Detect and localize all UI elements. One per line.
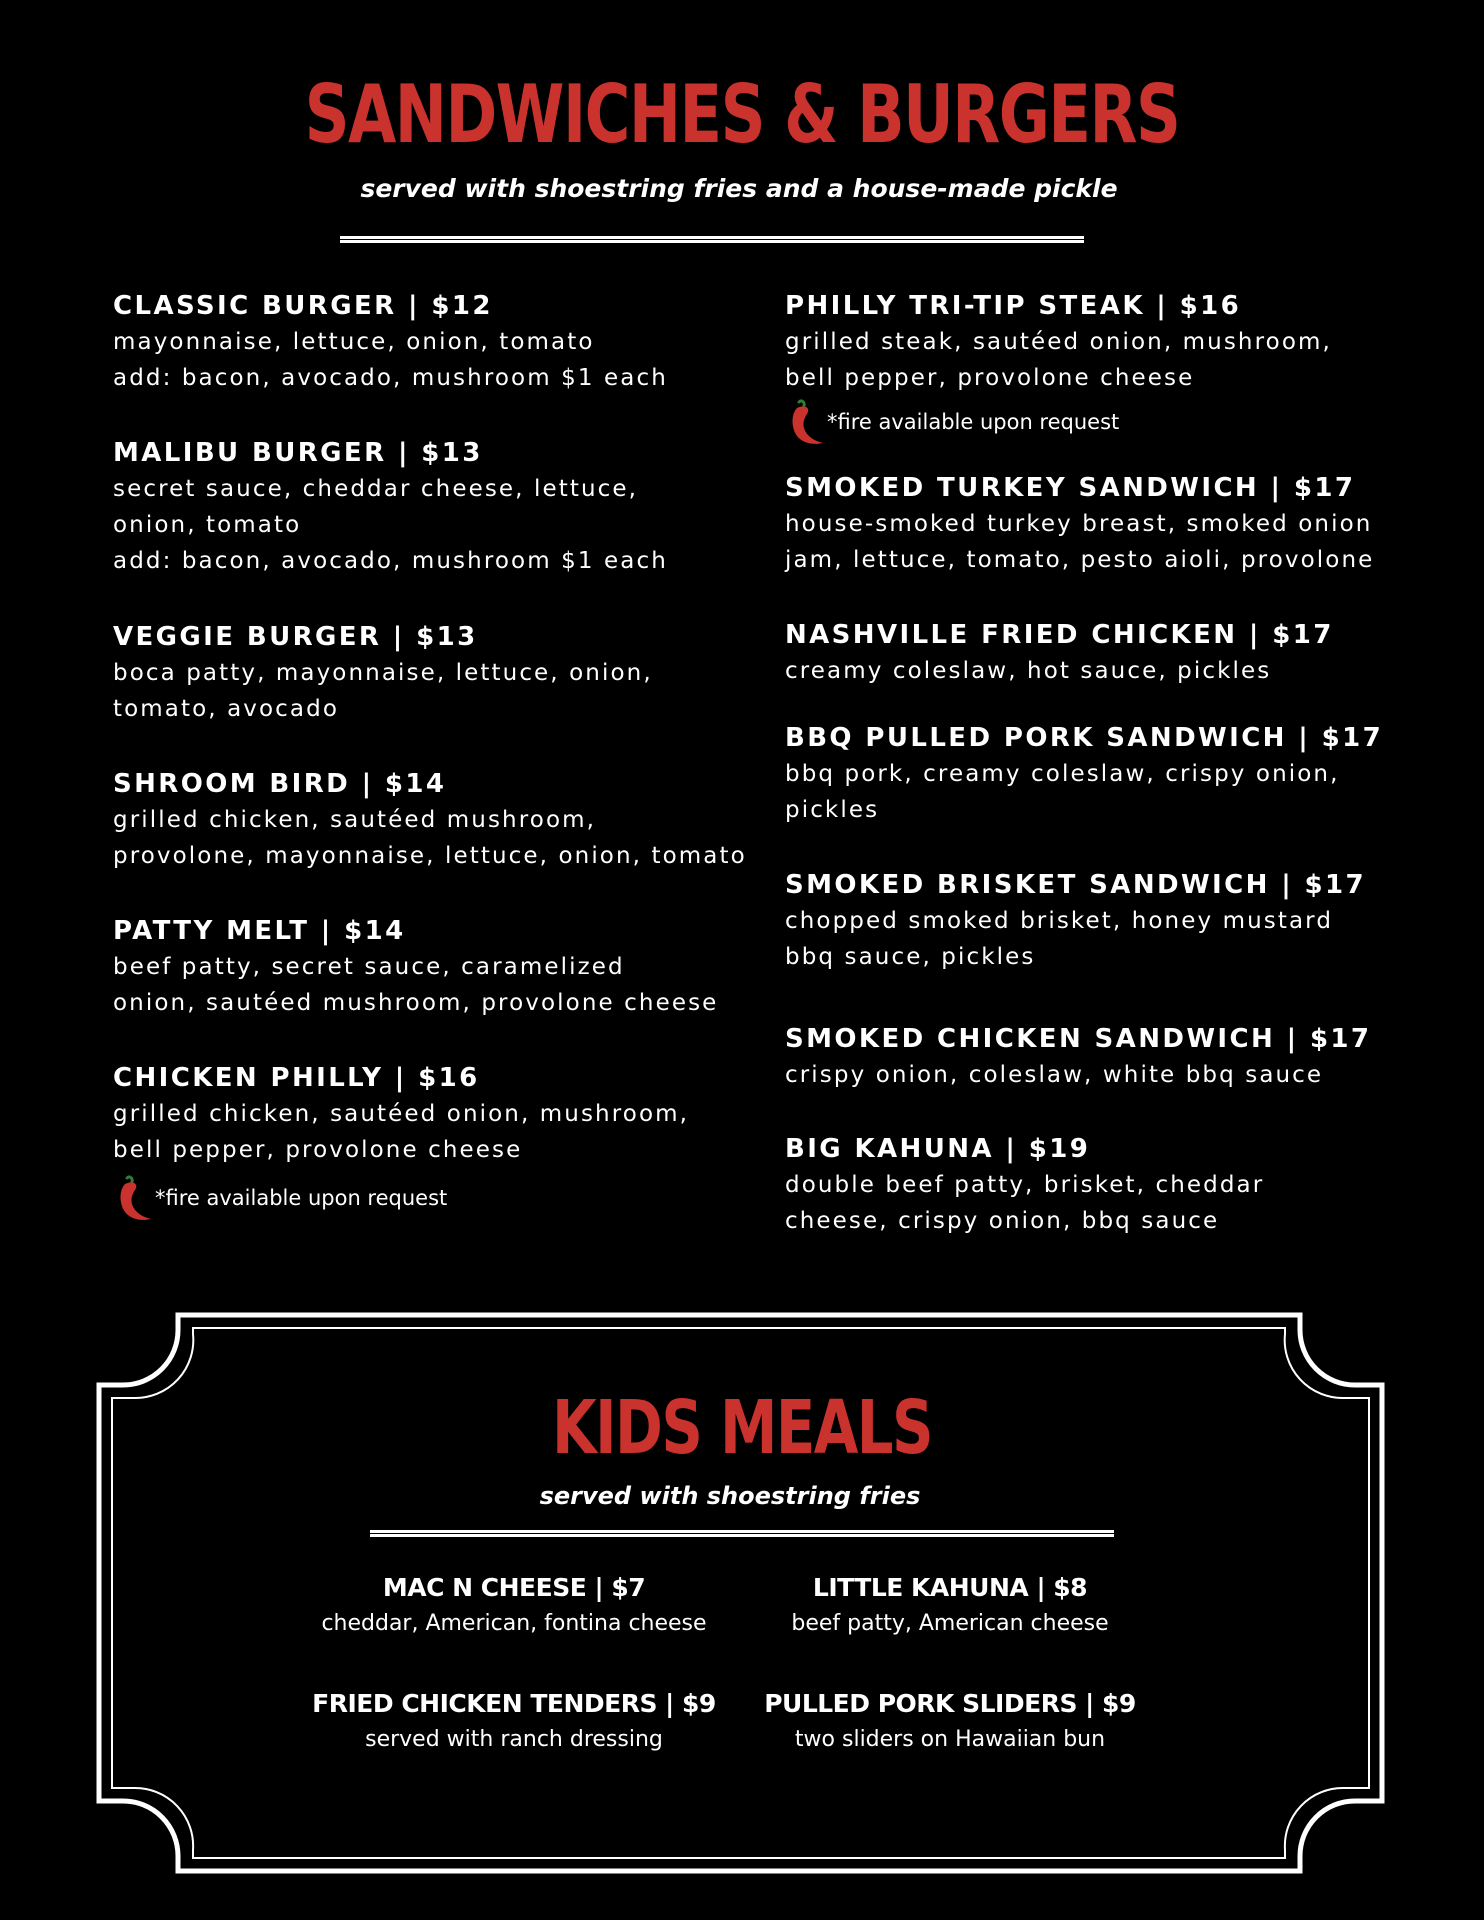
menu-item-malibu-burger bbox=[113, 435, 753, 579]
item-description: creamy coleslaw, hot sauce, pickles bbox=[785, 658, 1272, 684]
item-description: onion, sautéed mushroom, provolone cheese bbox=[113, 990, 719, 1016]
menu-item-smoked-chicken-sandwich bbox=[785, 1021, 1425, 1093]
fire-note bbox=[113, 1174, 753, 1222]
item-description: grilled chicken, sautéed onion, mushroom, bbox=[113, 1101, 690, 1127]
item-description: tomato, avocado bbox=[113, 696, 339, 722]
item-description: double beef patty, brisket, cheddar bbox=[785, 1172, 1265, 1198]
menu-item-bbq-pulled-pork-sandwich bbox=[785, 720, 1425, 828]
page-title: SANDWICHES & BURGERS bbox=[304, 68, 1180, 161]
item-name: NASHVILLE FRIED CHICKEN | $17 bbox=[785, 620, 1334, 650]
item-description: mayonnaise, lettuce, onion, tomato bbox=[113, 329, 595, 355]
item-name: BIG KAHUNA | $19 bbox=[785, 1134, 1091, 1164]
menu-item-veggie-burger bbox=[113, 619, 753, 727]
kids-meals-subtitle: served with shoestring fries bbox=[539, 1482, 921, 1510]
item-description: grilled chicken, sautéed mushroom, bbox=[113, 807, 597, 833]
item-name: SMOKED BRISKET SANDWICH | $17 bbox=[785, 870, 1367, 900]
fire-note-text: *fire available upon request bbox=[155, 1186, 448, 1210]
item-name: BBQ PULLED PORK SANDWICH | $17 bbox=[785, 723, 1384, 753]
item-name: PATTY MELT | $14 bbox=[113, 916, 406, 946]
page-subtitle: served with shoestring fries and a house-made pickle bbox=[360, 174, 1118, 203]
item-description: bell pepper, provolone cheese bbox=[785, 365, 1195, 391]
menu-item-nashville-fried-chicken bbox=[785, 617, 1425, 689]
fire-note-text: *fire available upon request bbox=[827, 410, 1120, 434]
item-description: add: bacon, avocado, mushroom $1 each bbox=[113, 548, 668, 574]
item-description: cheese, crispy onion, bbq sauce bbox=[785, 1208, 1220, 1234]
item-description: bell pepper, provolone cheese bbox=[113, 1137, 523, 1163]
item-description: boca patty, mayonnaise, lettuce, onion, bbox=[113, 660, 653, 686]
kids-item-little-kahuna bbox=[720, 1570, 1180, 1642]
kids-item-description: beef patty, American cheese bbox=[791, 1611, 1109, 1636]
item-name: VEGGIE BURGER | $13 bbox=[113, 622, 478, 652]
item-description: chopped smoked brisket, honey mustard bbox=[785, 908, 1334, 934]
item-name: CHICKEN PHILLY | $16 bbox=[113, 1063, 480, 1093]
kids-item-pulled-pork-sliders bbox=[720, 1686, 1180, 1758]
item-description: house-smoked turkey breast, smoked onion bbox=[785, 511, 1373, 537]
item-description: secret sauce, cheddar cheese, lettuce, bbox=[113, 476, 639, 502]
item-description: provolone, mayonnaise, lettuce, onion, tomato bbox=[113, 843, 747, 869]
title-divider bbox=[340, 236, 1084, 243]
item-name: CLASSIC BURGER | $12 bbox=[113, 291, 493, 321]
item-name: SHROOM BIRD | $14 bbox=[113, 769, 447, 799]
menu-item-philly-tri-tip-steak bbox=[785, 288, 1425, 446]
kids-item-fried-chicken-tenders bbox=[284, 1686, 744, 1758]
kids-item-name: FRIED CHICKEN TENDERS | $9 bbox=[312, 1689, 716, 1718]
kids-divider bbox=[370, 1530, 1114, 1537]
item-description: grilled steak, sautéed onion, mushroom, bbox=[785, 329, 1332, 355]
kids-item-name: LITTLE KAHUNA | $8 bbox=[812, 1573, 1088, 1602]
item-name: MALIBU BURGER | $13 bbox=[113, 438, 483, 468]
fire-note bbox=[785, 398, 1425, 446]
item-description: add: bacon, avocado, mushroom $1 each bbox=[113, 365, 668, 391]
menu-item-shroom-bird bbox=[113, 766, 753, 874]
kids-item-name: MAC N CHEESE | $7 bbox=[382, 1573, 646, 1602]
chili-pepper-icon bbox=[785, 398, 825, 446]
item-description: bbq sauce, pickles bbox=[785, 944, 1036, 970]
kids-item-description: two sliders on Hawaiian bun bbox=[794, 1727, 1106, 1752]
menu-item-smoked-turkey-sandwich bbox=[785, 470, 1425, 578]
item-name: SMOKED TURKEY SANDWICH | $17 bbox=[785, 473, 1356, 503]
menu-item-big-kahuna bbox=[785, 1131, 1425, 1239]
item-description: onion, tomato bbox=[113, 512, 302, 538]
item-name: PHILLY TRI-TIP STEAK | $16 bbox=[785, 291, 1242, 321]
item-description: jam, lettuce, tomato, pesto aioli, provolone bbox=[785, 547, 1375, 573]
item-description: bbq pork, creamy coleslaw, crispy onion, bbox=[785, 761, 1340, 787]
kids-meals-title: KIDS MEALS bbox=[551, 1385, 933, 1471]
item-name: SMOKED CHICKEN SANDWICH | $17 bbox=[785, 1024, 1372, 1054]
kids-item-description: cheddar, American, fontina cheese bbox=[321, 1611, 707, 1636]
kids-item-mac-n-cheese bbox=[284, 1570, 744, 1642]
kids-item-name: PULLED PORK SLIDERS | $9 bbox=[764, 1689, 1136, 1718]
menu-item-patty-melt bbox=[113, 913, 753, 1021]
menu-item-smoked-brisket-sandwich bbox=[785, 867, 1425, 975]
menu-item-chicken-philly bbox=[113, 1060, 753, 1222]
menu-item-classic-burger bbox=[113, 288, 753, 396]
kids-item-description: served with ranch dressing bbox=[365, 1727, 663, 1752]
item-description: crispy onion, coleslaw, white bbq sauce bbox=[785, 1062, 1324, 1088]
chili-pepper-icon bbox=[113, 1174, 153, 1222]
item-description: beef patty, secret sauce, caramelized bbox=[113, 954, 625, 980]
item-description: pickles bbox=[785, 797, 880, 823]
